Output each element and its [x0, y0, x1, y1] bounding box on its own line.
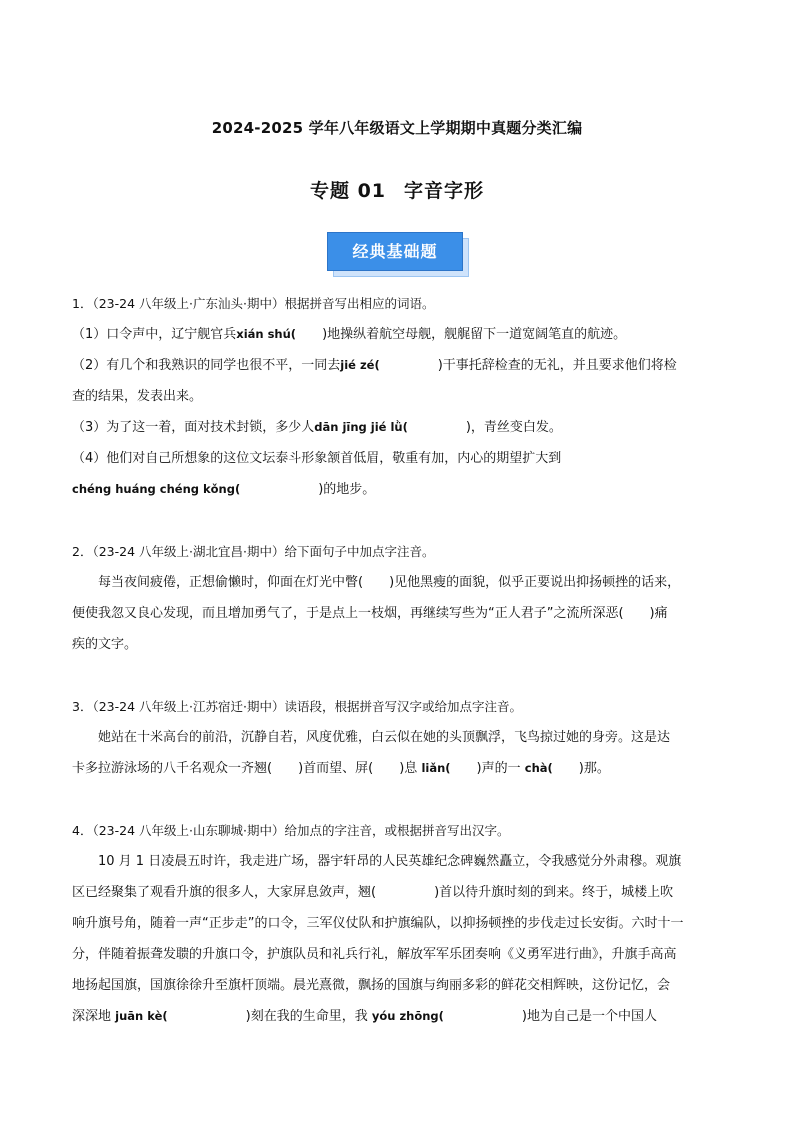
text: )见他黑瘦的面貌，似乎正要说出抑扬顿挫的话来，: [389, 575, 681, 590]
question-4-head: 4．（23-24 八年级上·山东聊城·期中）给加点的字注音，或根据拼音写出汉字。: [72, 823, 510, 838]
spacer: [72, 660, 722, 691]
text: 卡多拉游泳场的八千名观众一齐翘(: [72, 761, 273, 776]
question-4: [72, 815, 722, 1032]
q3-line-1: 她站在十米高台的前沿，沉静自若，风度优雅，白云似在她的头顶飘浮，飞鸟掠过她的身旁。这是达: [98, 730, 671, 745]
text: )首以待升旗时刻的到来。终于，城楼上吹: [434, 885, 674, 900]
text: )那。: [578, 761, 610, 776]
spacer: [72, 505, 722, 536]
q1-item-2-cont: 查的结果，发表出来。: [72, 389, 203, 404]
question-1-head: 1．（23-24 八年级上·广东汕头·期中）根据拼音写出相应的词语。: [72, 296, 435, 311]
q1-item-4-cont: [72, 474, 722, 505]
pinyin: jié zé(: [340, 358, 380, 372]
question-3: [72, 691, 722, 784]
q2-line-1: [72, 567, 722, 598]
text: )声的一: [476, 761, 521, 776]
topic-heading: [0, 176, 794, 203]
q2-line-3: 疾的文字。: [72, 637, 138, 652]
text: )首而望、屏(: [298, 761, 374, 776]
question-3-head: 3．（23-24 八年级上·江苏宿迁·期中）读语段，根据拼音写汉字或给加点字注音。: [72, 699, 522, 714]
text: （1）口令声中，辽宁舰官兵: [72, 327, 237, 342]
q1-item-4: （4）他们对自己所想象的这位文坛泰斗形象颔首低眉，敬重有加，内心的期望扩大到: [72, 451, 562, 466]
document-title: 2024-2025 学年八年级语文上学期期中真题分类汇编: [211, 119, 583, 137]
text: )，青丝变白发。: [465, 420, 562, 435]
question-2-head: 2．（23-24 八年级上·湖北宜昌·期中）给下面句子中加点字注音。: [72, 544, 435, 559]
q2-line-2: [72, 598, 722, 629]
q1-item-1: [72, 319, 722, 350]
q4-line-1: 10 月 1 日凌晨五时许，我走进广场，器宇轩昂的人民英雄纪念碑巍然矗立，令我感觉分外肃穆。观旗: [98, 854, 682, 869]
text: )地为自己是一个中国人: [521, 1009, 657, 1024]
text: )地操纵着航空母舰，舰艉留下一道宽阔笔直的航迹。: [322, 327, 627, 342]
question-1: [72, 288, 722, 505]
pinyin: xián shú(: [236, 327, 297, 341]
question-2: [72, 536, 722, 660]
section-badge: [327, 232, 469, 276]
pinyin: chéng huáng chéng kǒng(: [72, 482, 241, 496]
pinyin: juān kè(: [115, 1009, 168, 1023]
badge-label: 经典基础题: [327, 232, 463, 271]
text: 深深地: [72, 1009, 112, 1024]
q4-line-6: [72, 1001, 722, 1032]
text: （2）有几个和我熟识的同学也很不平，一同去: [72, 358, 341, 373]
q4-line-3: 响升旗号角，随着一声“正步走”的口令，三军仪仗队和护旗编队，以抑扬顿挫的步伐走过长安街。六时十一: [72, 916, 684, 931]
text: )刻在我的生命里，我: [245, 1009, 368, 1024]
text: )痛: [649, 606, 668, 621]
pinyin: liǎn(: [421, 761, 451, 775]
text: （3）为了这一着，面对技术封锁，多少人: [72, 420, 315, 435]
text: )干事托辞检查的无礼，并且要求他们将检: [437, 358, 677, 373]
pinyin: chà(: [524, 761, 553, 775]
text: 每当夜间疲倦，正想偷懒时，仰面在灯光中瞥(: [98, 575, 364, 590]
topic-number: 专题 01: [309, 180, 387, 202]
text: )息: [399, 761, 418, 776]
pinyin: dān jīng jié lǜ(: [314, 420, 408, 434]
q4-line-2: [72, 877, 722, 908]
q1-item-3: [72, 412, 722, 443]
spacer: [72, 784, 722, 815]
text: 区已经聚集了观看升旗的很多人，大家屏息敛声，翘(: [72, 885, 377, 900]
q3-line-2: [72, 753, 722, 784]
q1-item-2: [72, 350, 722, 381]
pinyin: yóu zhōng(: [371, 1009, 444, 1023]
text: 便使我忽又良心发现，而且增加勇气了，于是点上一枝烟，再继续写些为“正人君子”之流所深恶(: [72, 606, 624, 621]
q4-line-4: 分，伴随着振聋发聩的升旗口令，护旗队员和礼兵行礼，解放军军乐团奏响《义勇军进行曲》，升旗手高高: [72, 947, 677, 962]
questions: [72, 288, 722, 1032]
text: )的地步。: [318, 482, 376, 497]
topic-name: 字音字形: [404, 180, 485, 202]
q4-line-5: 地扬起国旗，国旗徐徐升至旗杆顶端。晨光熹微，飘扬的国旗与绚丽多彩的鲜花交相辉映，这份记忆，会: [72, 978, 671, 993]
